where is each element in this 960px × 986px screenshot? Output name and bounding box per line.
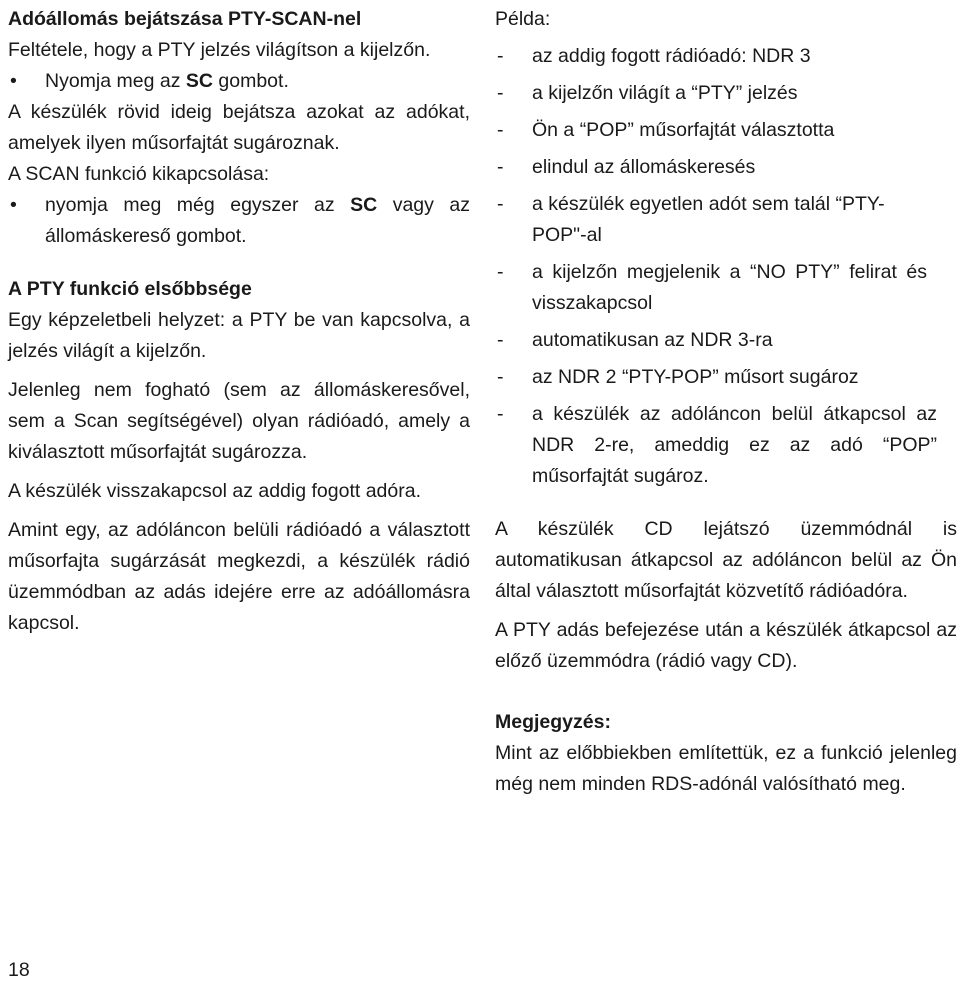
cd-mode-paragraph: A készülék CD lejátszó üzemmódnál is automatikusan átkapcsol az adóláncon belül az Ön által választott műsorfajtát közvetítő rádióadóra. [495,518,957,602]
example-item: - az NDR 2 “PTY-POP” műsort sugároz [497,366,859,388]
left-column [8,4,470,639]
example-item: - automatikusan az NDR 3-ra [497,329,773,351]
example-item: - Ön a “POP” műsorfajtát választotta [497,119,835,141]
pty-end-paragraph: A PTY adás befejezése után a készülék átkapcsol az előző üzemmódra (rádió vagy CD). [495,619,957,672]
sc-key-label: SC [350,194,378,216]
page-number: 18 [8,959,30,981]
example-item: - a készülék egyetlen adót sem talál “PTY-POP"-al [497,193,885,246]
bullet-press-sc-again: • nyomja meg még egyszer az SC vagy az állomáskereső gombot. [8,190,470,252]
bullet-mark: • [10,194,17,216]
section-title-pty-priority: A PTY funkció elsőbbsége [8,278,252,300]
bullet-press-sc: • Nyomja meg az SC gombot. [8,66,470,97]
example-item: - az addig fogott rádióadó: NDR 3 [497,45,811,67]
example-item: - elindul az állomáskeresés [497,156,756,178]
scan-description: A készülék rövid ideig bejátsza azokat az adókat, amelyek ilyen műsorfajtát sugároznak. [8,101,470,154]
note-text: Mint az előbbiekben említettük, ez a funkció jelenleg még nem minden RDS-adónál valósítható meg. [495,742,957,795]
example-item: - a készülék az adóláncon belül átkapcsol az NDR 2-re, ameddig ez az adó “POP” műsorfajtát sugároz. [497,403,937,487]
right-column [495,4,957,800]
section-title-pty-scan: Adóállomás bejátszása PTY-SCAN-nel [8,8,362,30]
bullet-mark: • [10,70,17,92]
priority-paragraph-3: A készülék visszakapcsol az addig fogott adóra. [8,480,421,502]
sc-key-label: SC [185,70,213,92]
priority-paragraph-2: Jelenleg nem fogható (sem az állomáskeresővel, sem a Scan segítségével) olyan rádióadó, amely a kiválasztott műsorfajtát sugározza. [8,379,470,463]
priority-paragraph-1: Egy képzeletbeli helyzet: a PTY be van kapcsolva, a jelzés világít a kijelzőn. [8,309,470,362]
example-item: - a kijelzőn megjelenik a “NO PTY” felirat és visszakapcsol [497,261,927,314]
note-title: Megjegyzés: [495,711,611,733]
priority-paragraph-4: Amint egy, az adóláncon belüli rádióadó a választott műsorfajta sugárzását megkezdi, a készülék rádió üzemmódban az adás idejére erre az adóállomásra kapcsol. [8,519,470,634]
scan-off-title: A SCAN funkció kikapcsolása: [8,163,270,185]
example-title: Példa: [495,8,551,30]
example-item: - a kijelzőn világít a “PTY” jelzés [497,82,798,104]
condition-text: Feltétele, hogy a PTY jelzés világítson a kijelzőn. [8,39,431,61]
